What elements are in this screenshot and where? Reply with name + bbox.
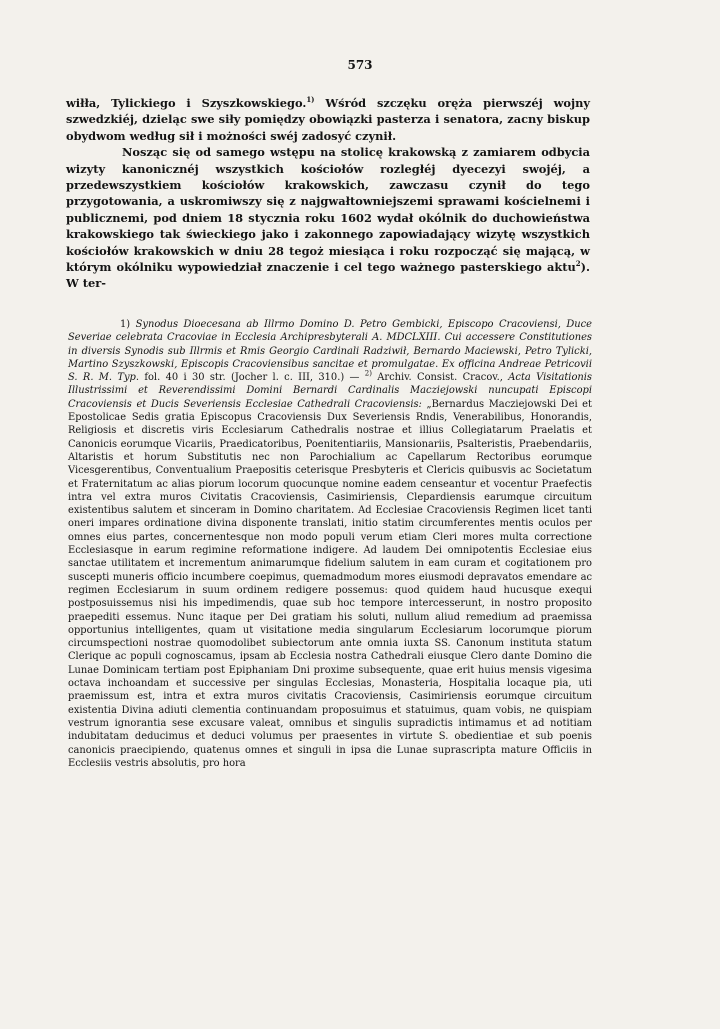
footnote-2-title: Acta Visitationis Illustrissimi et Reverendissimi Domini Bernardi Cardinalis Macziejowski nuncupati Episcopi Cracoviensis et Ducis Severiensis Ecclesiae Cathedrali Cracoviensis: — [68, 372, 592, 410]
paragraph-1-continuation: Wśród szczęku oręża pierwszéj wojny szwedzkiéj, dzieląc swe siły pomiędzy obowiązki pasterza i senatora, zacny biskup obydwom według sił i możności swéj zadosyć czynił. — [66, 96, 590, 143]
footnote-1-title: Synodus Dioecesana ab Illrmo Domino D. Petro Gembicki, Episcopo Cracoviensi, Duce Severiae celebrata Cracoviae in Ecclesia Archipresbyterali A. MDCLXIII. Cui accessere Constitutiones in diversis Synodis sub Illrmis et Rmis Georgio Cardinali Radziwił, Bernardo Maciewski, Petro Tylicki, Martino Szyszkowski, Episcopis Cracoviensibus sancitae et promulgatae. Ex officina Andreae Petricovii S. R. M. Typ. — [68, 319, 593, 384]
paragraph-2-text: Nosząc się od samego wstępu na stolicę krakowską z zamiarem odbycia wizyty kanonicznéj wszystkich kościołów rozległéj dyecezyi swojéj, a przedewszystkiem kościołów krakowskich, zawczasu czynił do tego przygotowania, a uskromiwszy się z najgwałtowniejszemi sprawami kościelnemi i publicznemi, pod dniem 18 stycznia roku 1602 wydał okólnik do duchowieństwa krakowskiego tak świeckiego jako i zakonnego zapowiadający wizytę wszystkich kościołów krakowskich w dniu 28 tegoż miesiąca i roku rozpocząć się mającą, w którym okólniku wypowiedział znaczenie i cel tego ważnego pasterskiego aktu — [66, 145, 590, 275]
footnote-marker-1: 1) — [306, 95, 315, 105]
footnotes — [68, 318, 592, 770]
footnote-1-marker: 1) — [120, 319, 131, 330]
page-number: 573 — [347, 58, 373, 72]
footnote-2-marker: 2) — [364, 369, 372, 378]
paragraph-1-text: wiłła, Tylickiego i Szyszkowskiego. — [66, 96, 307, 110]
footnote-1 — [68, 318, 592, 770]
paragraph-1 — [66, 95, 590, 144]
footnote-2-quote: „Bernardus Macziejowski Dei et Epostolicae Sedis gratia Episcopus Cracoviensis Dux Severiensis Rndis, Venerabilibus, Honorandis, Religiosis et discretis viris Ecclesiarum Cathedralis nostrae et illius Collegiatarum Praelatis et Canonicis eorumque Vicariis, Praedicatoribus, Poenitentiariis, Mansionariis, Psalteristis, Praebendariis, Altaristis et horum Substitutis nec non Parochialium ac Capellarum Rectoribus eorumque Vicesgerentibus, Conventualium Praepositis ceterisque Presbyteris et Clericis quibusvis ac Societatum et Fraternitatum ac alias piorum locorum quocunque nomine eadem censeantur et vocentur Praefectis intra vel extra muros Civitatis Cracoviensis, Casimiriensis, Clepardiensis earumque circuitum existentibus salutem et sinceram in Domino charitatem. Ad Ecclesiae Cracoviensis Regimen licet tanti oneri impares ordinatione divina disponente translati, initio statim circumferentes mentis oculos per omnes eius partes, concernentesque non modo populi verum etiam Cleri mores multa correctione Ecclesiasque in earum regimine reformatione indigere. Ad laudem Dei omnipotentis Ecclesiae eius sanctae utilitatem et incrementum animarumque fidelium salutem in eam curam et cogitationem pro suscepti muneris officio incumbere coepimus, quemadmodum mores eiusmodi depravatos emendare ac regimen Ecclesiarum in suum ordinem redigere possemus: quod quidem haud hucusque exequi postposuissemus nisi his impedimendis, quae sub hoc tempore intercesserunt, in nostro proposito praepediti essemus. Nunc itaque per Dei gratiam his soluti, nullum aliud remedium ad praemissa opportunius intelligentes, quam ut visitatione media singularum Ecclesiarum locorumque piorum circumspectioni nostrae quomodolibet subiectorum ante omnia iuxta SS. Canonum instituta statum Clerique ac populi cognoscamus, ipsam ab Ecclesia nostra Cathedrali eiusque Clero dante Domino die Lunae Dominicam tertiam post Epiphaniam Dni proxime subsequente, quae erit huius mensis vigesima octava inchoandam et successive per singulas Ecclesias, Monasteria, Hospitalia locaque pia, uti praemissum est, intra et extra muros civitatis Cracoviensis, Casimiriensis eorumque circuitum existentia Divina adiuti clementia continuandam proposuimus et statuimus, quam vobis, ne quispiam vestrum ignorantia sese excusare valeat, omnibus et singulis supradictis intimamus et ad notitiam indubitatam deducimus et deduci volumus per praesentes in virtute S. obedientiae et sub poenis canonicis praecipiendo, quatenus omnes et singuli in ipsa die Lunae suprascripta mature Officiis in Ecclesiis vestris absolutis, pro hora — [68, 398, 592, 769]
paragraph-2-end: ). W ter- — [66, 260, 590, 291]
paragraph-2 — [66, 144, 590, 292]
footnote-marker-2: 2 — [575, 259, 581, 269]
footnote-1-source: fol. 40 i 30 str. (Jocher l. c. III, 310.) — — [139, 372, 365, 384]
main-text — [66, 95, 590, 292]
footnote-2-archive: Archiv. Consist. Cracov., — [371, 372, 503, 384]
